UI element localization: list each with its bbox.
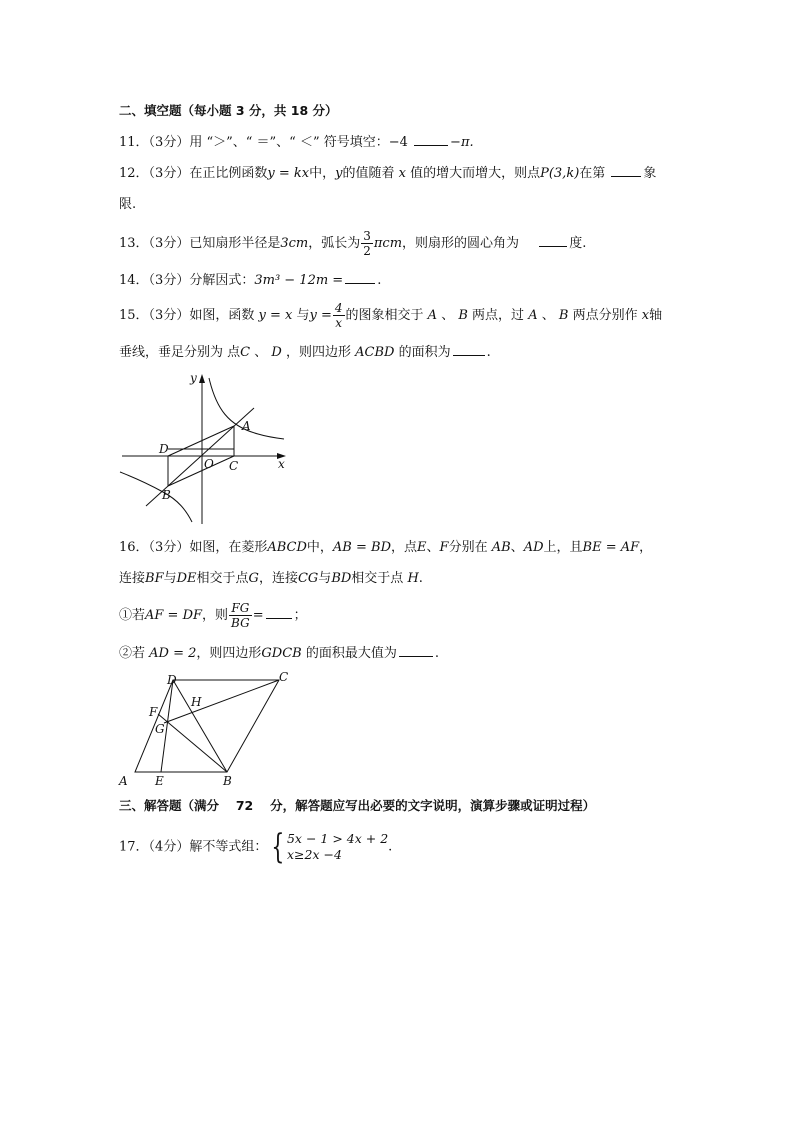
question-15-line2: 垂线，垂足分别为 点C 、 D ，则四边形 ACBD 的面积为 . [119,345,491,360]
label-A: A [242,419,251,433]
segment-DA [168,426,234,456]
answer-blank[interactable] [539,234,567,247]
brace-symbol: { [271,827,285,867]
question-16-sub2: ②若 AD = 2，则四边形GDCB 的面积最大值为 . [119,646,440,661]
segment-BC [168,456,234,486]
label-O: O [204,457,214,471]
label-D: D [159,442,169,456]
figure-15-graph [118,368,293,528]
label-C: C [279,670,289,684]
question-12-line2: 限. [119,197,137,212]
label-B: B [223,774,232,788]
label-A: A [119,774,128,788]
answer-blank[interactable] [266,606,292,619]
figure-16-rhombus [115,668,300,793]
diagonal-BD [173,680,227,772]
question-11: 11．（3分）用 “＞”、“ ＝”、“ ＜” 符号填空：−4 −π. [119,135,474,150]
question-13: 13．（3分）已知扇形半径是3cm，弧长为 $\frac{3}{2}$ πcm，则扇形的圆心角为 度. [119,229,587,258]
label-B: B [162,488,171,502]
question-12: 12．（3分）在正比例函数y = kx中，y的值随着 x 值的增大而增大，则点P(3,k)在第 象 [119,166,657,181]
answer-blank[interactable] [453,343,485,356]
answer-blank[interactable] [611,164,641,177]
fraction: $\frac{FG}{BG}$ [231,601,250,630]
answer-blank[interactable] [399,644,433,657]
fraction: $\frac{3}{2}$ [363,229,371,258]
label-F: F [149,705,158,719]
label-G: G [155,722,165,736]
inequality-system: 5x − 1 > 4x + 2 x≥2x −4 [286,831,389,862]
question-15: 15．（3分）如图，函数 y = x 与y = $\frac{4}{x}$ 的图象相交于 A 、 B 两点，过 A 、 B 两点分别作 x轴 [119,301,663,330]
label-E: E [155,774,164,788]
question-16-sub1: ①若AF = DF，则 $\frac{FG}{BG}$ = ； [119,601,307,630]
question-17: 17．（4分）解不等式组： { 5x − 1 > 4x + 2 x≥2x −4 . [119,827,393,867]
label-H: H [191,695,202,709]
answer-blank[interactable] [414,133,448,146]
fraction: $\frac{4}{x}$ [334,301,343,330]
section-title-answer: 三、解答题（满分 72 分，解答题应写出必要的文字说明，演算步骤或证明过程） [119,798,596,813]
label-C: C [229,459,239,473]
answer-blank[interactable] [345,271,375,284]
label-D: D [167,673,177,687]
y-axis-arrow [199,374,205,383]
segment-BF [158,714,227,772]
question-16-line2: 连接BF与DE相交于点G，连接CG与BD相交于点 H. [119,571,423,586]
question-14: 14．（3分）分解因式：3m³ − 12m = . [119,273,382,288]
segment-CG [164,680,279,723]
question-16: 16．（3分）如图，在菱形ABCD中，AB = BD，点E、F分别在 AB、AD上，且BE = AF， [119,540,653,555]
label-y: y [190,371,197,385]
section-title-fill-in: 二、填空题（每小题 3 分，共 18 分） [119,103,338,118]
label-x: x [278,457,285,471]
